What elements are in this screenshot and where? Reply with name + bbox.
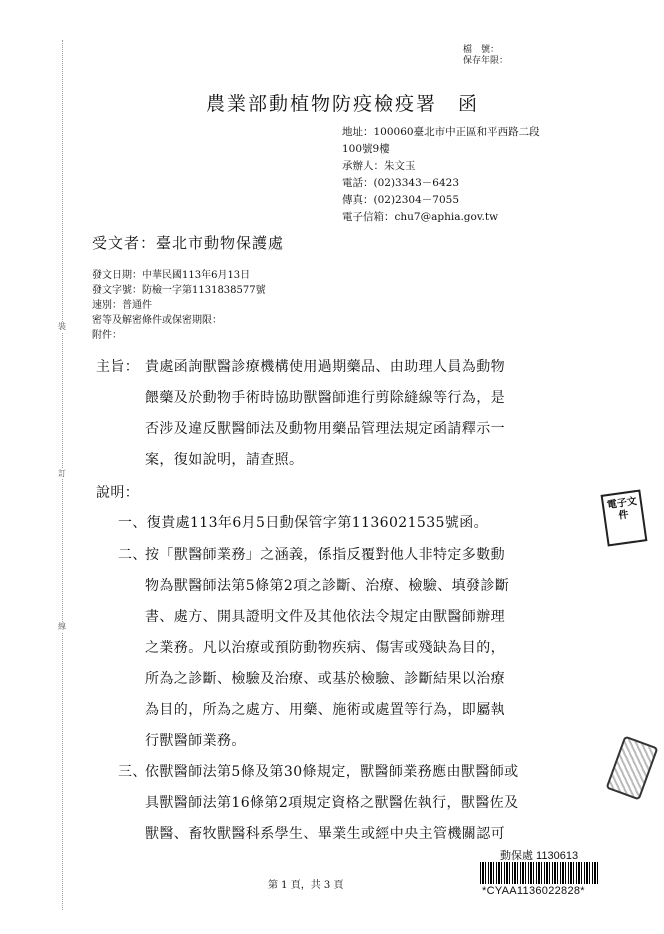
document-title: 農業部動植物防疫檢疫署 函 xyxy=(206,93,480,115)
barcode xyxy=(480,862,600,884)
item-2-line: 之業務。凡以治療或預防動物疾病、傷害或殘缺為目的， xyxy=(145,640,505,656)
subject-line: 餵藥及於動物手術時協助獸醫師進行剪除縫線等行為，是 xyxy=(145,390,505,406)
explanation-item-2-number: 二、 xyxy=(118,547,147,563)
address-line-2: 100號9樓 xyxy=(342,143,390,155)
subject-line: 貴處函詢獸醫診療機構使用過期藥品、由助理人員為動物 xyxy=(145,359,505,375)
address-line-1: 地址：100060臺北市中正區和平西路二段 xyxy=(342,126,540,138)
binding-mark-zhuang: 裝 xyxy=(58,322,66,331)
file-number-label: 檔 號： xyxy=(463,45,500,55)
stamp-text: 電子文件 xyxy=(606,496,638,522)
speed: 速別：普通件 xyxy=(92,300,152,311)
explanation-item-3-number: 三、 xyxy=(118,764,147,780)
item-2-line: 按「獸醫師業務」之涵義，係指反覆對他人非特定多數動 xyxy=(145,547,505,563)
attachments: 附件： xyxy=(92,330,122,341)
item-2-line: 物為獸醫師法第5條第2項之診斷、治療、檢驗、填發診斷 xyxy=(145,578,510,594)
subject-label: 主旨： xyxy=(96,359,140,375)
barcode-text: *CYAA1136022828* xyxy=(482,885,585,897)
item-2-line: 行獸醫師業務。 xyxy=(145,733,246,749)
item-3-line: 依獸醫師法第5條及第30條規定，獸醫師業務應由獸醫師或 xyxy=(145,764,519,780)
explanation-item-2 xyxy=(145,540,509,757)
receipt-number: 動保處 1130613 xyxy=(500,850,579,862)
handler: 承辦人：朱文玉 xyxy=(342,160,416,172)
contact-block xyxy=(342,124,540,226)
item-2-line: 書、處方、開具證明文件及其他依法令規定由獸醫師辦理 xyxy=(145,609,505,625)
explanation-item-1: 一、復貴處113年6月5日動保管字第1136021535號函。 xyxy=(118,515,489,531)
issue-date: 發文日期：中華民國113年6月13日 xyxy=(92,270,251,281)
electronic-document-stamp xyxy=(601,489,648,546)
email: 電子信箱：chu7@aphia.gov.tw xyxy=(342,211,499,223)
fax: 傳真：(02)2304－7055 xyxy=(342,194,459,206)
subject-line: 案，復如說明，請查照。 xyxy=(145,452,304,468)
seal-stamp xyxy=(606,736,659,801)
binding-mark-xian: 線 xyxy=(58,622,66,631)
explanation-label: 說明： xyxy=(96,485,140,501)
explanation-item-3 xyxy=(145,757,519,850)
subject-text xyxy=(145,352,505,476)
item-2-line: 所為之診斷、檢驗及治療、或基於檢驗、診斷結果以治療 xyxy=(145,671,505,687)
secrecy: 密等及解密條件或保密期限： xyxy=(92,315,222,326)
document-number: 發文字號：防檢一字第1131838577號 xyxy=(92,285,266,296)
item-3-line: 具獸醫師法第16條第2項規定資格之獸醫佐執行，獸醫佐及 xyxy=(145,795,519,811)
page-number: 第 1 頁，共 3 頁 xyxy=(268,880,344,891)
meta-block xyxy=(92,268,266,343)
phone: 電話：(02)3343－6423 xyxy=(342,177,459,189)
binding-mark-ding: 訂 xyxy=(58,469,66,478)
item-2-line: 為目的，所為之處方、用藥、施術或處置等行為，即屬執 xyxy=(145,702,505,718)
file-info xyxy=(463,43,508,68)
subject-line: 否涉及違反獸醫師法及動物用藥品管理法規定函請釋示一 xyxy=(145,421,505,437)
retention-label: 保存年限： xyxy=(463,56,509,66)
recipient: 受文者：臺北市動物保護處 xyxy=(92,234,285,252)
item-3-line: 獸醫、畜牧獸醫科系學生、畢業生或經中央主管機關認可 xyxy=(145,826,505,842)
